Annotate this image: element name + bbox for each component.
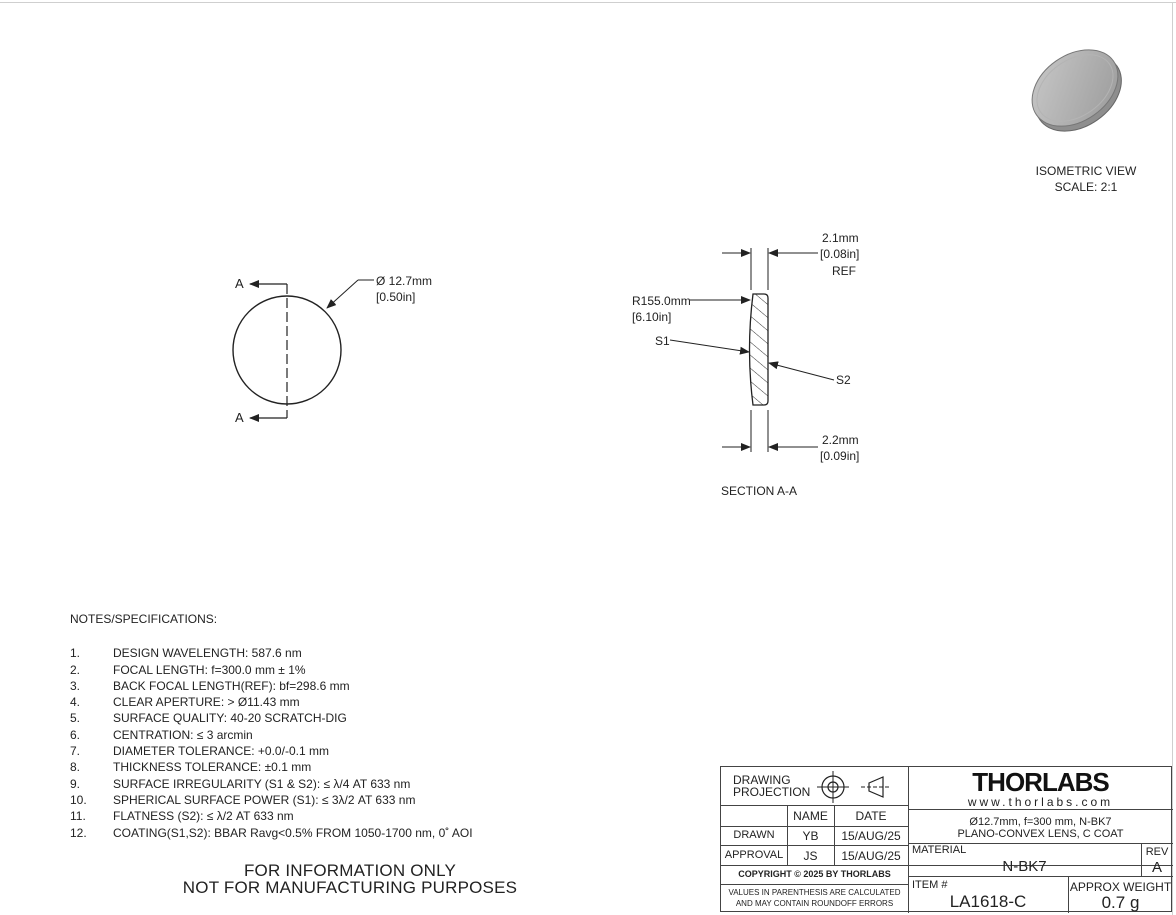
weight-label: APPROX WEIGHT: [1069, 880, 1172, 894]
note-text: DIAMETER TOLERANCE: +0.0/-0.1 mm: [113, 744, 329, 759]
note-number: 11.: [70, 809, 86, 824]
item-value: LA1618-C: [949, 892, 1027, 911]
note-number: 5.: [70, 711, 81, 726]
note-item: [70, 645, 473, 661]
note-text: THICKNESS TOLERANCE: ±0.1 mm: [113, 760, 312, 775]
approval-label: APPROVAL: [724, 849, 784, 861]
part-description: Ø12.7mm, f=300 mm, N-BK7 PLANO-CONVEX LENS, C COAT: [957, 816, 1124, 840]
s1-leader: [670, 340, 749, 352]
note-number: 6.: [70, 727, 81, 742]
thorlabs-logo: THORLABS: [972, 767, 1109, 797]
disclaimer-line-2: NOT FOR MANUFACTURING PURPOSES: [182, 878, 518, 897]
title-block: [720, 766, 1172, 912]
diameter-leader: [327, 280, 358, 308]
approval-date: 15/AUG/25: [841, 849, 901, 863]
notes-list: [70, 645, 473, 841]
s1-label: S1: [655, 334, 670, 348]
note-text: BACK FOCAL LENGTH(REF): bf=298.6 mm: [113, 678, 350, 693]
isometric-title: ISOMETRIC VIEW: [1035, 164, 1137, 178]
diameter-in-label: [0.50in]: [376, 290, 416, 304]
drawn-name: YB: [802, 829, 819, 843]
col-name-header: NAME: [793, 809, 828, 823]
radius-mm-label: R155.0mm: [632, 294, 691, 308]
note-text: FOCAL LENGTH: f=300.0 mm ± 1%: [113, 662, 306, 677]
note-item: [70, 694, 473, 710]
thickness-top-mm: 2.1mm: [822, 231, 859, 245]
note-text: DESIGN WAVELENGTH: 587.6 nm: [113, 646, 302, 661]
projection-symbol-icon: [817, 771, 897, 803]
note-number: 3.: [70, 678, 81, 693]
weight-value: 0.7 g: [1101, 893, 1140, 912]
col-date-header: DATE: [855, 809, 887, 823]
projection-label: DRAWING PROJECTION: [733, 773, 811, 799]
thickness-top-in: [0.08in]: [820, 247, 860, 261]
note-item: [70, 792, 473, 808]
isometric-view: [1018, 34, 1137, 194]
note-item: [70, 727, 473, 743]
note-number: 1.: [70, 646, 81, 661]
note-number: 12.: [70, 825, 87, 840]
note-number: 10.: [70, 792, 87, 807]
isometric-scale: SCALE: 2:1: [1054, 180, 1118, 194]
front-view: [233, 274, 432, 425]
s2-leader: [769, 363, 834, 380]
disclaimer-line-1: FOR INFORMATION ONLY: [243, 861, 457, 880]
notes-title: NOTES/SPECIFICATIONS:: [70, 612, 218, 626]
note-text: CENTRATION: ≤ 3 arcmin: [113, 727, 253, 742]
thickness-bottom-in: [0.09in]: [820, 449, 860, 463]
material-label: MATERIAL: [912, 844, 967, 856]
drawn-date: 15/AUG/25: [841, 829, 901, 843]
rev-value: A: [1151, 859, 1162, 876]
copyright: COPYRIGHT © 2025 BY THORLABS: [738, 869, 891, 879]
note-item: [70, 743, 473, 759]
material-value: N-BK7: [1002, 858, 1047, 875]
note-text: SPHERICAL SURFACE POWER (S1): ≤ 3λ/2 AT 633 nm: [113, 792, 416, 807]
section-label-bottom: A: [235, 410, 244, 425]
item-label: ITEM #: [912, 879, 948, 891]
note-text: SURFACE QUALITY: 40-20 SCRATCH-DIG: [113, 711, 347, 726]
note-item: [70, 808, 473, 824]
section-view: [632, 231, 859, 498]
s2-label: S2: [836, 373, 851, 387]
diameter-mm-label: Ø 12.7mm: [376, 274, 433, 288]
note-number: 2.: [70, 662, 81, 677]
note-number: 8.: [70, 760, 81, 775]
thickness-top-ref: REF: [832, 264, 856, 278]
note-item: [70, 710, 473, 726]
radius-in-label: [6.10in]: [632, 310, 672, 324]
calc-note: VALUES IN PARENTHESIS ARE CALCULATED AND MAY CONTAIN ROUNDOFF ERRORS: [728, 888, 901, 908]
note-text: CLEAR APERTURE: > Ø11.43 mm: [113, 695, 300, 710]
note-number: 9.: [70, 776, 81, 791]
note-item: [70, 678, 473, 694]
note-number: 4.: [70, 695, 81, 710]
note-item: [70, 776, 473, 792]
disclaimer: [160, 862, 540, 896]
note-item: [70, 825, 473, 841]
note-number: 7.: [70, 744, 81, 759]
note-text: SURFACE IRREGULARITY (S1 & S2): ≤ λ/4 AT 633 nm: [113, 776, 411, 791]
note-text: COATING(S1,S2): BBAR Ravg<0.5% FROM 1050-1700 nm, 0˚ AOI: [113, 825, 473, 840]
section-caption: SECTION A-A: [721, 484, 798, 498]
thickness-bottom-mm: 2.2mm: [822, 433, 859, 447]
note-item: [70, 662, 473, 678]
note-text: FLATNESS (S2): ≤ λ/2 AT 633 nm: [113, 809, 294, 824]
notes-specifications: [70, 611, 473, 841]
website: www.thorlabs.com: [967, 795, 1114, 809]
drawn-label: DRAWN: [733, 829, 775, 841]
note-item: [70, 759, 473, 775]
lens-section-shape: [750, 294, 769, 405]
rev-label: REV: [1145, 846, 1169, 858]
section-label-top: A: [235, 276, 244, 291]
approval-name: JS: [803, 849, 818, 863]
